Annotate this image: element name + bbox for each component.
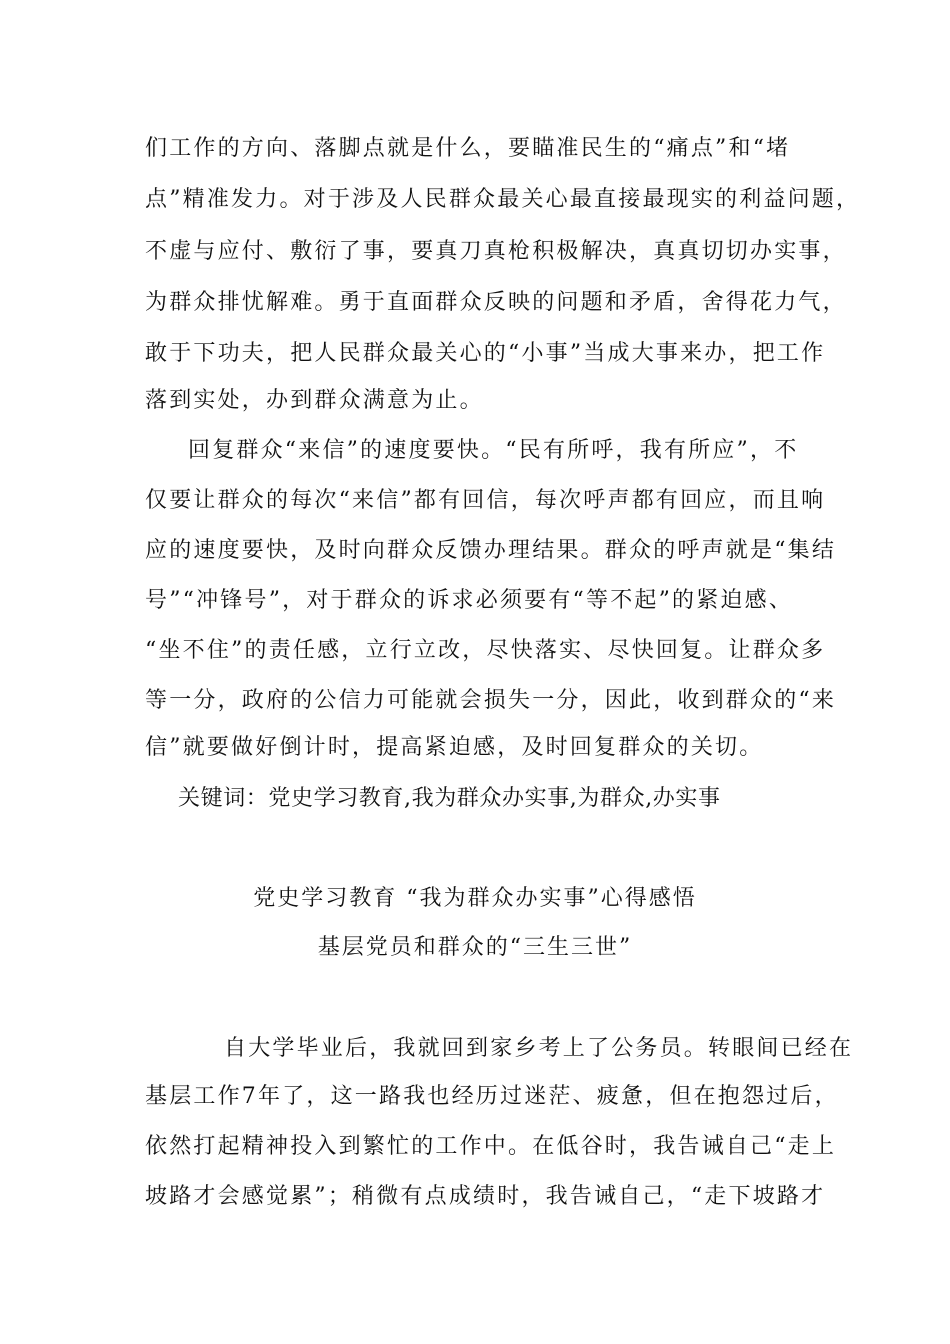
- paragraph-line: 们工作的方向、落脚点就是什么，要瞄准民生的“痛点”和“堵: [145, 136, 791, 161]
- paragraph-line: 自大学毕业后，我就回到家乡考上了公务员。转眼间已经在: [224, 1036, 854, 1061]
- article-subtitle: 基层党员和群众的“三生三世”: [317, 935, 633, 960]
- paragraph-line: 落到实处，办到群众满意为止。: [145, 388, 484, 413]
- paragraph-line: 为群众排忧解难。勇于直面群众反映的问题和矛盾，舍得花力气，: [145, 290, 847, 315]
- paragraph-line: 应的速度要快，及时向群众反馈办理结果。群众的呼声就是“集结: [145, 538, 837, 563]
- paragraph-line: 坡路才会感觉累”；稍微有点成绩时，我告诫自己，“走下坡路才: [145, 1184, 826, 1209]
- paragraph-line: 号”“冲锋号”，对于群众的诉求必须要有“等不起”的紧迫感、: [145, 588, 794, 613]
- paragraph-line: 回复群众“来信”的速度要快。“民有所呼，我有所应”，不: [188, 438, 799, 463]
- paragraph-line: 等一分，政府的公信力可能就会损失一分，因此，收到群众的“来: [145, 688, 837, 713]
- paragraph-line: 不虚与应付、敷衍了事，要真刀真枪积极解决，真真切切办实事，: [145, 239, 847, 264]
- article-title: 党史学习教育 “我为群众办实事”心得感悟: [253, 886, 697, 911]
- paragraph-line: 信”就要做好倒计时，提高紧迫感，及时回复群众的关切。: [145, 735, 764, 760]
- paragraph-line: 依然打起精神投入到繁忙的工作中。在低谷时，我告诫自己“走上: [145, 1134, 837, 1159]
- paragraph-line: 仅要让群众的每次“来信”都有回信，每次呼声都有回应，而且响: [145, 488, 826, 513]
- paragraph-line: 敢于下功夫，把人民群众最关心的“小事”当成大事来办，把工作: [145, 341, 826, 366]
- paragraph-line: “坐不住”的责任感，立行立改，尽快落实、尽快回复。让群众多: [145, 638, 826, 663]
- paragraph-line: 基层工作7年了，这一路我也经历过迷茫、疲惫，但在抱怨过后，: [145, 1084, 839, 1109]
- keywords-line: 关键词：党史学习教育,我为群众办实事,为群众,办实事: [178, 786, 721, 811]
- paragraph-line: 点”精准发力。对于涉及人民群众最关心最直接最现实的利益问题，: [145, 187, 861, 212]
